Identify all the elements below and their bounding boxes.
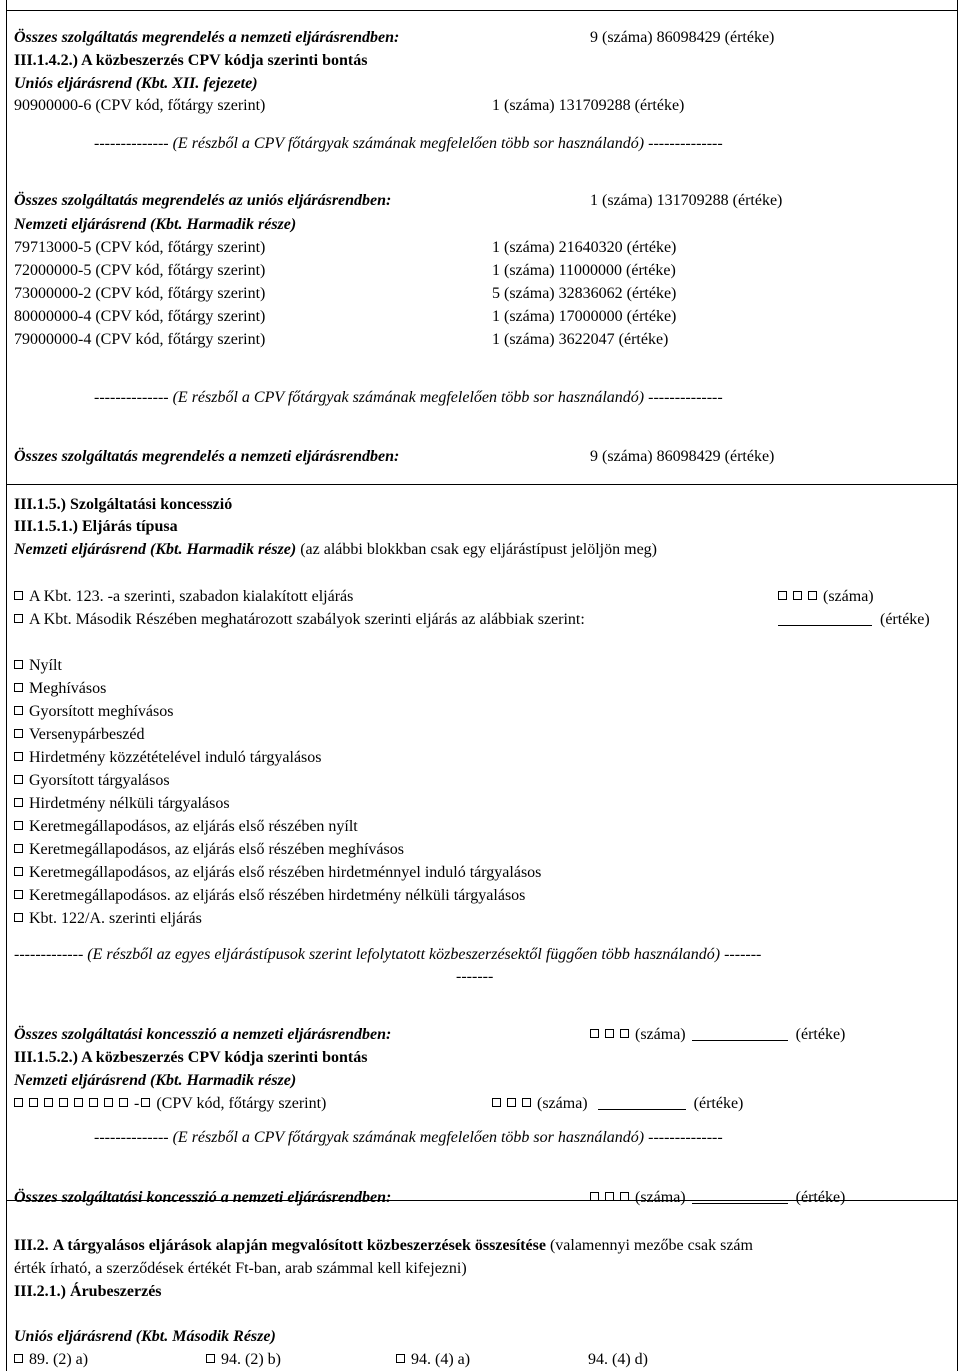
heading-number: III.2. — [14, 1237, 49, 1254]
option-row[interactable] — [14, 770, 170, 792]
total-value: 1 (száma) 131709288 (értéke) — [590, 192, 783, 209]
option-label: Versenypárbeszéd — [29, 726, 145, 743]
divider — [6, 10, 957, 11]
checkbox-icon[interactable] — [14, 867, 23, 876]
total-value: 9 (száma) 86098429 (értéke) — [590, 29, 775, 46]
option-label: Gyorsított meghívásos — [29, 703, 174, 720]
checkbox-icon[interactable] — [14, 683, 23, 692]
digit-box-icon[interactable] — [492, 1098, 501, 1107]
total-label: Összes szolgáltatási koncesszió a nemzeti eljárásrendben: — [14, 1026, 392, 1043]
option-row[interactable] — [14, 839, 404, 861]
total-label: Összes szolgáltatás megrendelés az uniós eljárásrendben: — [14, 192, 392, 209]
regime-label: Nemzeti eljárásrend (Kbt. Harmadik része) — [14, 216, 297, 233]
para-label: 94. (4) d) — [588, 1351, 648, 1368]
digit-box-icon[interactable] — [590, 1029, 599, 1038]
regime-label: Nemzeti eljárásrend (Kbt. Harmadik része) — [14, 1072, 297, 1089]
value-blank[interactable] — [598, 1095, 686, 1110]
total-label: Összes szolgáltatás megrendelés a nemzeti eljárásrendben: — [14, 448, 400, 465]
checkbox-icon[interactable] — [14, 752, 23, 761]
total-fields[interactable] — [590, 1024, 845, 1046]
para-label: 89. (2) a) — [29, 1351, 89, 1368]
checkbox-icon[interactable] — [14, 591, 23, 600]
option-row[interactable] — [14, 701, 173, 723]
value-label: (értéke) — [880, 611, 930, 628]
option-label: Hirdetmény nélküli tárgyalásos — [29, 795, 230, 812]
option-label: Keretmegállapodásos. az eljárás első részében hirdetmény nélküli tárgyalásos — [29, 887, 526, 904]
cpv-fields[interactable] — [492, 1093, 743, 1115]
option-row[interactable] — [14, 816, 358, 838]
checkbox-icon[interactable] — [14, 660, 23, 669]
option-row[interactable] — [14, 724, 145, 746]
digit-box-icon[interactable] — [89, 1098, 98, 1107]
checkbox-icon[interactable] — [14, 798, 23, 807]
cpv-code: 80000000-4 (CPV kód, főtárgy szerint) — [14, 308, 266, 325]
heading-title: A tárgyalásos eljárások alapján megvalósított közbeszerzések összesítése — [52, 1237, 546, 1254]
option-label: Nyílt — [29, 657, 62, 674]
count-label: (száma) — [635, 1026, 686, 1043]
value-blank[interactable] — [778, 611, 872, 626]
option-row[interactable] — [14, 908, 202, 930]
section-heading: III.1.4.2.) A közbeszerzés CPV kódja szerinti bontás — [14, 52, 368, 69]
heading-note-cont: érték írható, a szerződések értékét Ft-ban, arab számmal kell kifejezni) — [14, 1260, 467, 1277]
checkbox-icon[interactable] — [14, 775, 23, 784]
option-label: A Kbt. Második Részében meghatározott szabályok szerinti eljárás az alábbiak szerint: — [29, 611, 585, 628]
value-field[interactable] — [778, 609, 930, 631]
cpv-value: 1 (száma) 17000000 (értéke) — [492, 308, 677, 325]
checkbox-icon[interactable] — [14, 821, 23, 830]
regime-line — [14, 539, 657, 561]
cpv-code: 90900000-6 (CPV kód, főtárgy szerint) — [14, 97, 266, 114]
checkbox-icon[interactable] — [14, 890, 23, 899]
value-blank[interactable] — [692, 1189, 788, 1204]
para-label: 94. (2) b) — [221, 1351, 281, 1368]
divider — [6, 484, 957, 485]
regime-label: Uniós eljárásrend (Kbt. XII. fejezete) — [14, 75, 258, 92]
option-row[interactable] — [14, 862, 541, 884]
cpv-value: 5 (száma) 32836062 (értéke) — [492, 285, 677, 302]
regime-note: (az alábbi blokkban csak egy eljárástípust jelöljön meg) — [300, 541, 657, 558]
checkbox-icon[interactable] — [14, 729, 23, 738]
cpv-code-field[interactable]: - (CPV kód, főtárgy szerint) — [14, 1093, 326, 1115]
note-line: ------- — [456, 968, 494, 985]
section-heading: III.1.5.1.) Eljárás típusa — [14, 518, 178, 535]
digit-box-icon[interactable] — [29, 1098, 38, 1107]
para-option[interactable] — [396, 1349, 470, 1371]
digit-box-icon[interactable] — [778, 591, 787, 600]
para-option[interactable] — [14, 1349, 88, 1371]
digit-box-icon[interactable] — [141, 1098, 150, 1107]
total-label: Összes szolgáltatási koncesszió a nemzeti eljárásrendben: — [14, 1189, 392, 1206]
total-fields[interactable] — [590, 1187, 845, 1209]
option-label: Keretmegállapodásos, az eljárás első részében meghívásos — [29, 841, 404, 858]
option-label: Kbt. 122/A. szerinti eljárás — [29, 910, 202, 927]
digit-box-icon[interactable] — [590, 1192, 599, 1201]
cpv-value: 1 (száma) 3622047 (értéke) — [492, 331, 669, 348]
cpv-value: 1 (száma) 21640320 (értéke) — [492, 239, 677, 256]
para-option[interactable] — [206, 1349, 281, 1371]
checkbox-icon[interactable] — [396, 1354, 405, 1363]
note-line: -------------- (E részből a CPV főtárgyak számának megfelelően több sor használandó) -------------- — [94, 1129, 723, 1146]
para-label: 94. (4) a) — [411, 1351, 471, 1368]
checkbox-icon[interactable] — [14, 844, 23, 853]
digit-box-icon[interactable] — [59, 1098, 68, 1107]
cpv-code: 72000000-5 (CPV kód, főtárgy szerint) — [14, 262, 266, 279]
section-heading: III.1.5.2.) A közbeszerzés CPV kódja szerinti bontás — [14, 1049, 368, 1066]
digit-box-icon[interactable] — [119, 1098, 128, 1107]
count-label: (száma) — [635, 1189, 686, 1206]
value-label: (értéke) — [795, 1189, 846, 1206]
digit-box-icon[interactable] — [605, 1192, 614, 1201]
count-label: (száma) — [823, 588, 874, 605]
option-label: Keretmegállapodásos, az eljárás első részében hirdetménnyel induló tárgyalásos — [29, 864, 542, 881]
checkbox-icon[interactable] — [14, 706, 23, 715]
count-label: (száma) — [537, 1095, 588, 1112]
section-heading: III.2.1.) Árubeszerzés — [14, 1283, 162, 1300]
para-option — [588, 1349, 648, 1371]
checkbox-icon[interactable] — [14, 614, 23, 623]
value-label: (értéke) — [795, 1026, 846, 1043]
cpv-label: (CPV kód, főtárgy szerint) — [156, 1095, 327, 1112]
total-value: 9 (száma) 86098429 (értéke) — [590, 448, 775, 465]
note-line: ------------- (E részből az egyes eljárástípusok szerint lefolytatott közbeszerzésektől függően több használandó) ------- — [14, 946, 762, 963]
count-field[interactable] — [778, 586, 874, 608]
cpv-value: 1 (száma) 11000000 (értéke) — [492, 262, 676, 279]
cpv-code: 79713000-5 (CPV kód, főtárgy szerint) — [14, 239, 266, 256]
total-label: Összes szolgáltatás megrendelés a nemzeti eljárásrendben: — [14, 29, 400, 46]
checkbox-icon[interactable] — [14, 913, 23, 922]
cpv-code: 79000000-4 (CPV kód, főtárgy szerint) — [14, 331, 266, 348]
digit-box-icon[interactable] — [14, 1098, 23, 1107]
digit-box-icon[interactable] — [522, 1098, 531, 1107]
heading-note: (valamennyi mezőbe csak szám — [549, 1237, 753, 1254]
option-label: Gyorsított tárgyalásos — [29, 772, 170, 789]
option-row[interactable] — [14, 678, 106, 700]
digit-box-icon[interactable] — [104, 1098, 113, 1107]
option-label: Hirdetmény közzétételével induló tárgyalásos — [29, 749, 322, 766]
digit-box-icon[interactable] — [808, 591, 817, 600]
digit-box-icon[interactable] — [793, 591, 802, 600]
option-row[interactable] — [14, 747, 322, 769]
checkbox-icon[interactable] — [14, 1354, 23, 1363]
option-row[interactable] — [14, 655, 62, 677]
digit-box-icon[interactable] — [44, 1098, 53, 1107]
section-heading — [14, 1235, 753, 1257]
cpv-value: 1 (száma) 131709288 (értéke) — [492, 97, 685, 114]
value-blank[interactable] — [692, 1026, 788, 1041]
regime-label: Nemzeti eljárásrend (Kbt. Harmadik része) — [14, 541, 297, 558]
option-row[interactable] — [14, 793, 230, 815]
digit-box-icon[interactable] — [507, 1098, 516, 1107]
option-row[interactable] — [14, 885, 525, 907]
note-line: -------------- (E részből a CPV főtárgyak számának megfelelően több sor használandó) -------------- — [94, 389, 723, 406]
checkbox-icon[interactable] — [206, 1354, 215, 1363]
option-row[interactable] — [14, 609, 585, 631]
value-label: (értéke) — [693, 1095, 744, 1112]
digit-box-icon[interactable] — [74, 1098, 83, 1107]
option-label: Keretmegállapodásos, az eljárás első részében nyílt — [29, 818, 358, 835]
section-heading: III.1.5.) Szolgáltatási koncesszió — [14, 496, 233, 513]
option-label: Meghívásos — [29, 680, 107, 697]
digit-box-icon[interactable] — [620, 1029, 629, 1038]
option-label: A Kbt. 123. -a szerinti, szabadon kialakított eljárás — [29, 588, 354, 605]
cpv-code: 73000000-2 (CPV kód, főtárgy szerint) — [14, 285, 266, 302]
note-line: -------------- (E részből a CPV főtárgyak számának megfelelően több sor használandó) -------------- — [94, 135, 723, 152]
digit-box-icon[interactable] — [620, 1192, 629, 1201]
regime-label: Uniós eljárásrend (Kbt. Második Része) — [14, 1328, 276, 1345]
option-row[interactable] — [14, 586, 353, 608]
digit-box-icon[interactable] — [605, 1029, 614, 1038]
